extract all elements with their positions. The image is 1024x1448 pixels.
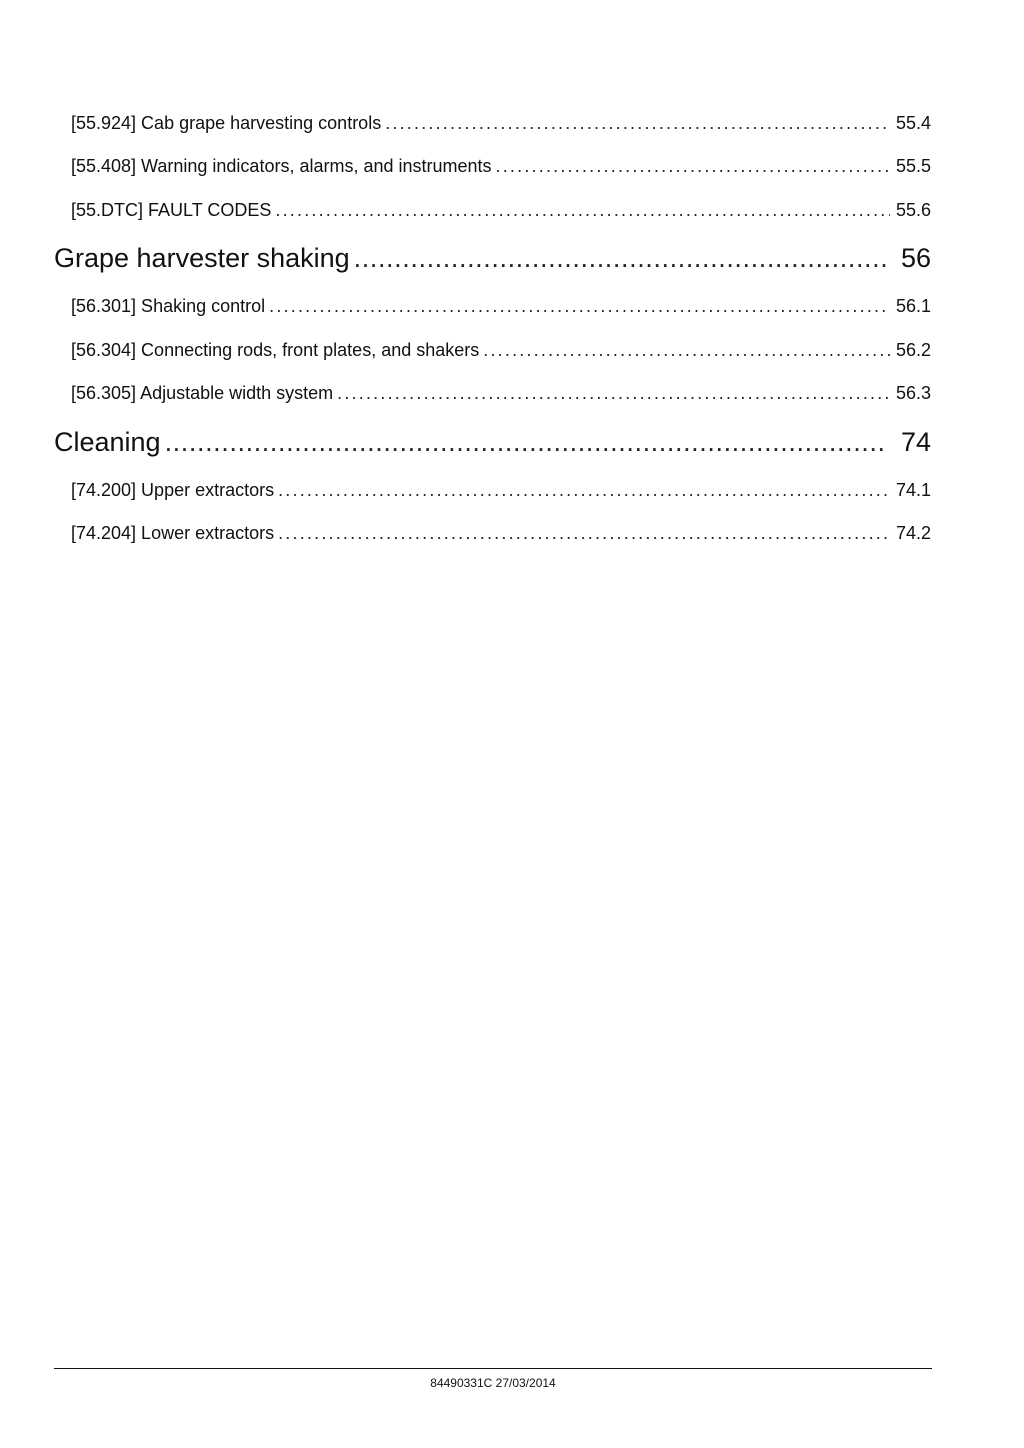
dot-leader (165, 427, 887, 458)
toc-entry-label: [55.DTC] FAULT CODES (71, 200, 272, 220)
dot-leader (278, 523, 890, 544)
footer-divider (54, 1368, 932, 1369)
toc-section-page: 56 (900, 243, 931, 273)
toc-entry-page: 55.4 (895, 113, 931, 133)
toc-entry-74-200[interactable] (71, 480, 931, 501)
toc-entry-label: [56.304] Connecting rods, front plates, and shakers (71, 340, 480, 360)
toc-entry-56-305[interactable] (71, 383, 931, 404)
toc-entry-55-dtc[interactable] (71, 200, 931, 221)
toc-entry-page: 74.1 (895, 480, 931, 500)
toc-entry-page: 56.2 (895, 340, 931, 360)
dot-leader (354, 243, 887, 274)
toc-section-grape-harvester-shaking[interactable] (54, 243, 931, 274)
toc-entry-label: [74.200] Upper extractors (71, 480, 275, 500)
toc-section-label: Grape harvester shaking (54, 243, 350, 273)
toc-entry-page: 56.3 (895, 383, 931, 403)
dot-leader (496, 156, 890, 177)
toc-entry-label: [56.305] Adjustable width system (71, 383, 334, 403)
toc-entry-page: 55.6 (895, 200, 931, 220)
toc-entry-label: [55.408] Warning indicators, alarms, and instruments (71, 156, 492, 176)
toc-entry-page: 55.5 (895, 156, 931, 176)
toc-entry-74-204[interactable] (71, 523, 931, 544)
dot-leader (385, 113, 890, 134)
footer-document-code: 84490331C 27/03/2014 (430, 1376, 556, 1390)
dot-leader (275, 200, 890, 221)
dot-leader (278, 480, 890, 501)
toc-entry-page: 56.1 (895, 296, 931, 316)
toc-entry-label: [56.301] Shaking control (71, 296, 266, 316)
dot-leader (269, 296, 890, 317)
toc-section-label: Cleaning (54, 427, 161, 457)
toc-entry-55-924[interactable] (71, 113, 931, 134)
toc-entry-page: 74.2 (895, 523, 931, 543)
toc-entry-56-301[interactable] (71, 296, 931, 317)
toc-entry-label: [74.204] Lower extractors (71, 523, 275, 543)
dot-leader (337, 383, 890, 404)
dot-leader (483, 340, 890, 361)
toc-entry-56-304[interactable] (71, 340, 931, 361)
toc-entry-55-408[interactable] (71, 156, 931, 177)
toc-section-cleaning[interactable] (54, 427, 931, 458)
toc-section-page: 74 (900, 427, 931, 457)
toc-entry-label: [55.924] Cab grape harvesting controls (71, 113, 382, 133)
